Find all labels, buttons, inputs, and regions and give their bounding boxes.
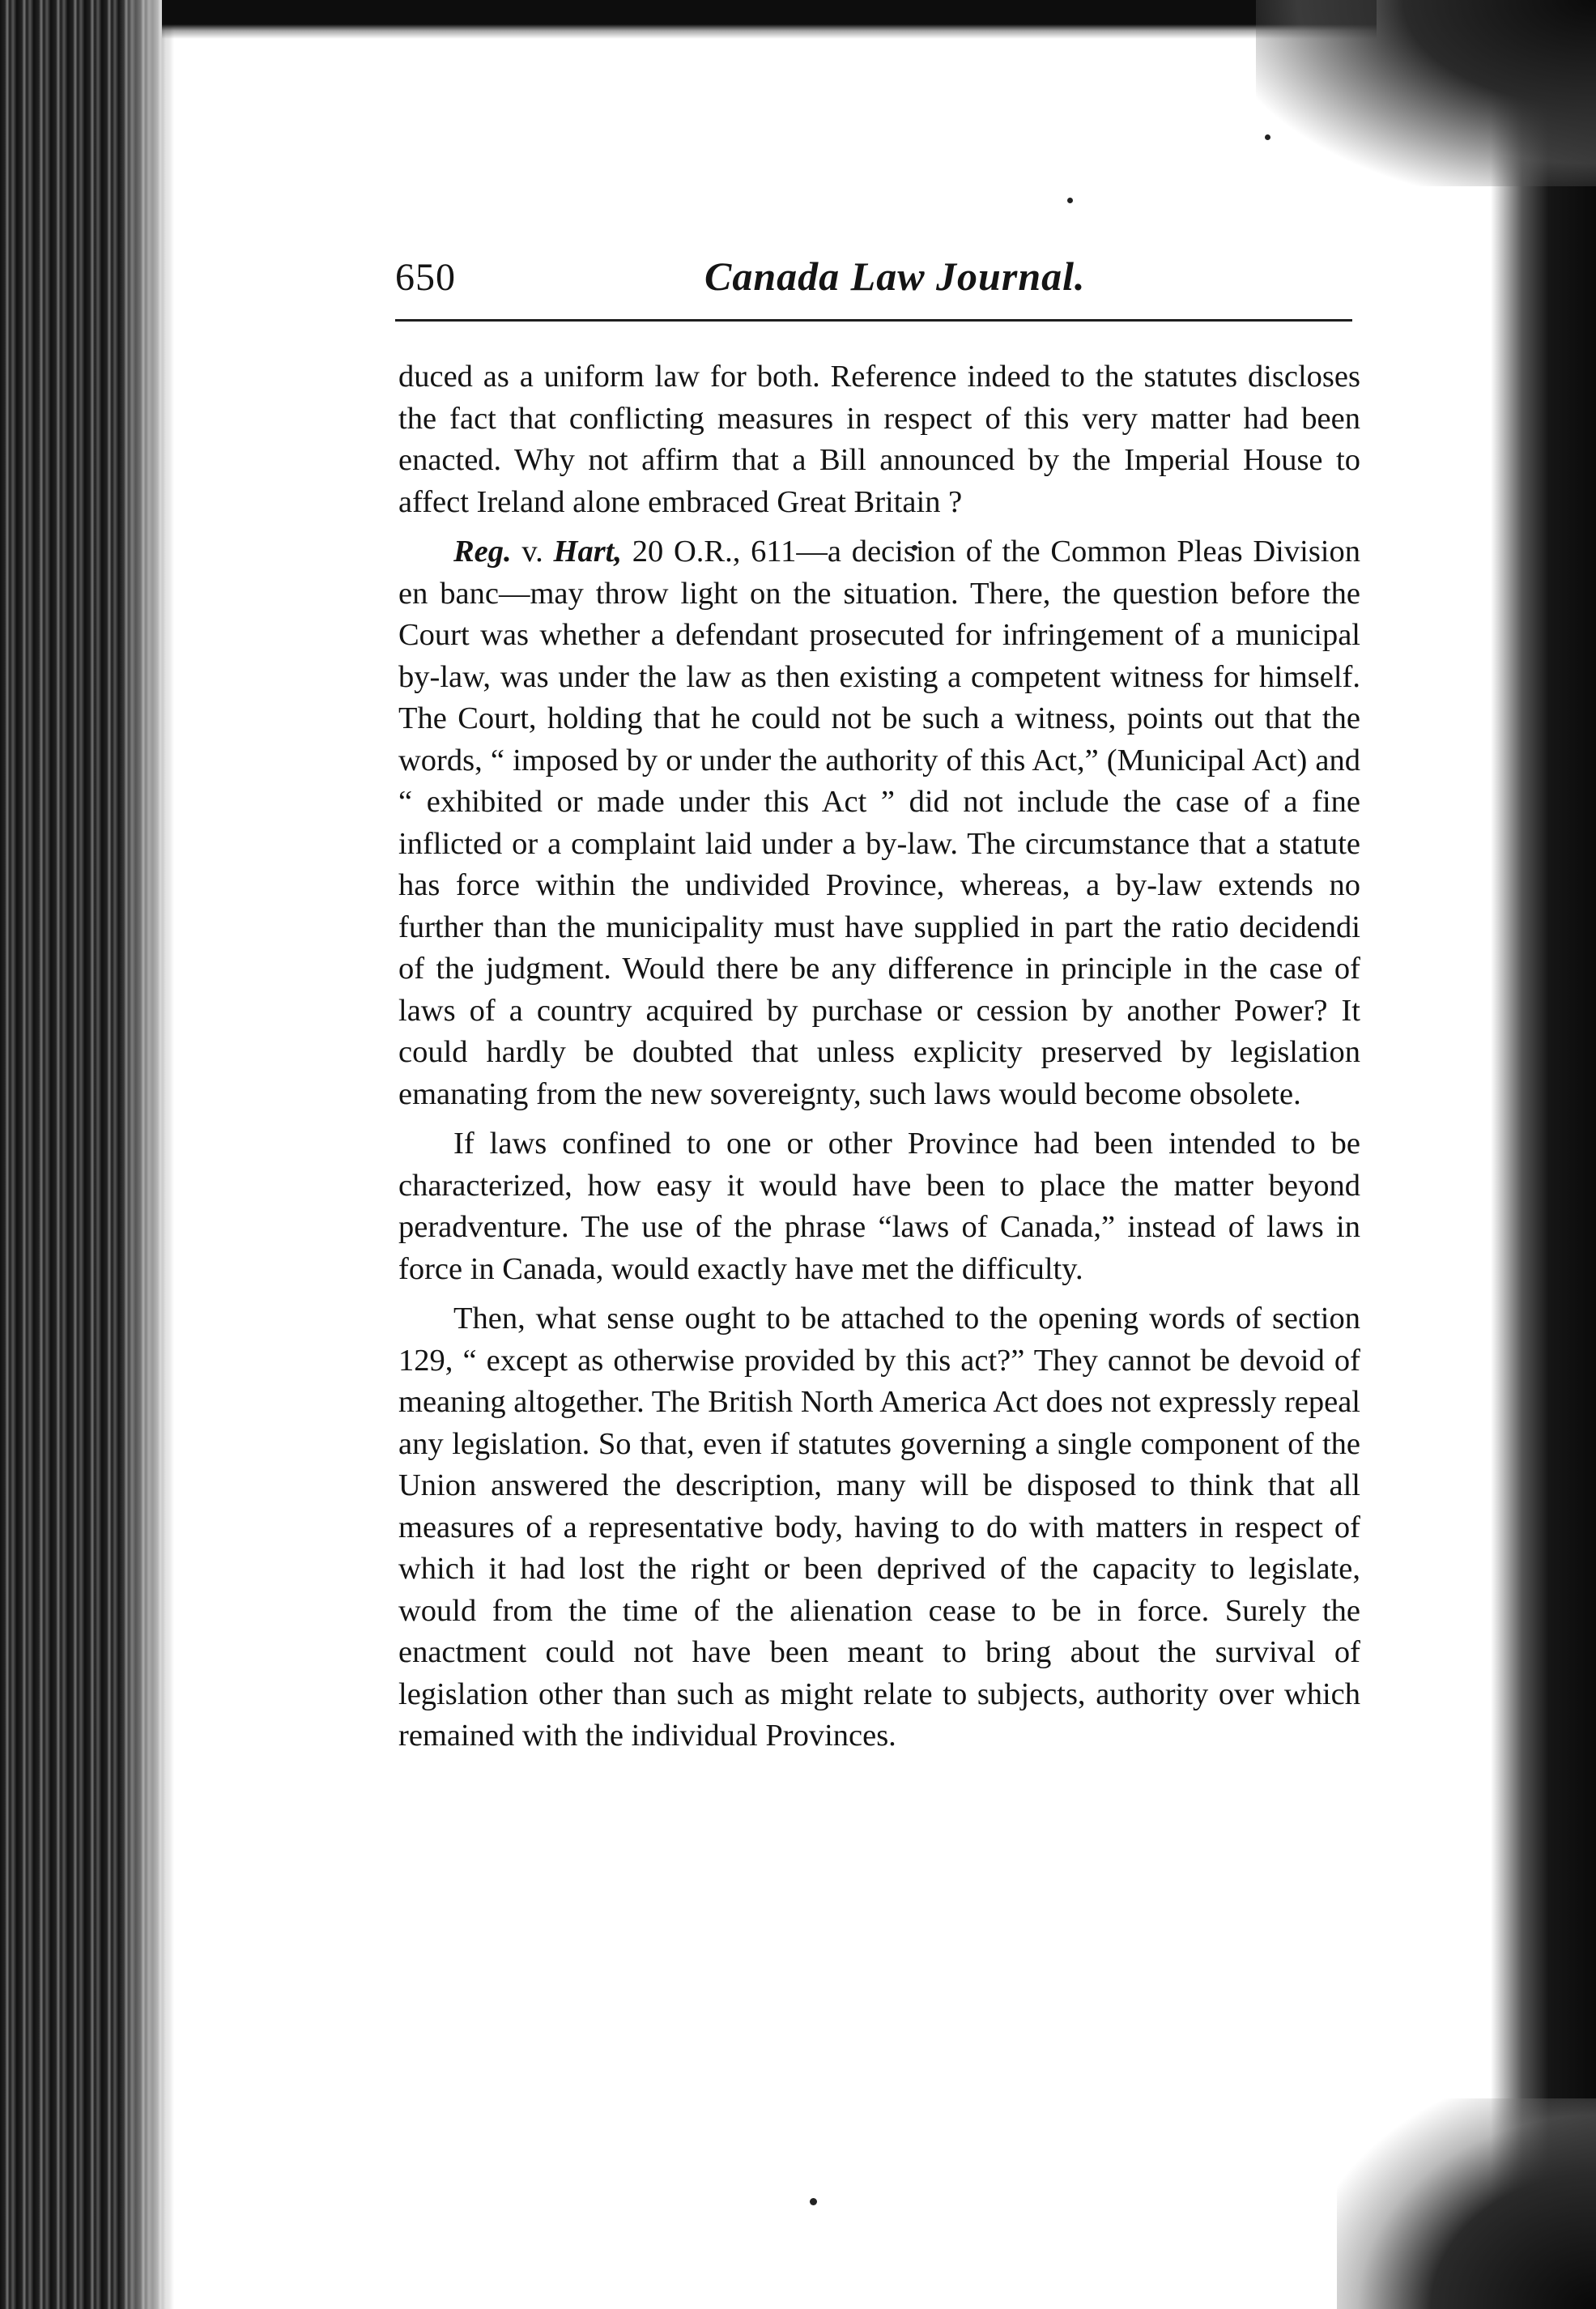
running-title: Canada Law Journal. <box>704 253 1086 299</box>
case-citation-party: Hart, <box>553 535 623 569</box>
page-number: 650 <box>395 256 456 299</box>
scan-edge-right <box>1491 0 1596 2309</box>
article-body <box>398 356 1360 1766</box>
scan-speck <box>1265 134 1270 140</box>
scan-speck <box>810 2198 817 2205</box>
paragraph-text: If laws confined to one or other Province had been intended to be characterized, how easy it would have been to place the matter beyond peradventure. The use of the phrase “laws of Canada,” instead of laws in force in Canada, would exactly have met the difficulty. <box>398 1127 1360 1286</box>
paragraph-text: duced as a uniform law for both. Reference indeed to the statutes discloses the fact that conflicting measures in respect of this very matter had been enacted. Why not affirm that a Bill announced by the Imperial House to affect Ireland alone embraced Great Britain ? <box>398 360 1360 519</box>
scan-edge-top <box>162 0 1377 39</box>
scan-edge-left <box>0 0 174 2309</box>
paragraph-text: Then, what sense ought to be attached to the opening words of section 129, “ except as otherwise provided by this act?” They cannot be devoid of meaning altogether. The British North America Act does not expressly repeal any legislation. So that, even if statutes governing a single component of the Union answered the description, many will be disposed to think that all measures of a representative body, having to do with matters in respect of which it had lost the right or been deprived of the capacity to legislate, would from the time of the alienation cease to be in force. Surely the enactment could not have been meant to bring about the survival of legislation other than such as might relate to subjects, authority over which remained with the individual Provinces. <box>398 1301 1360 1753</box>
paragraph <box>398 1298 1360 1757</box>
scan-corner-bottom-right <box>1337 2098 1596 2309</box>
paragraph-text: 20 O.R., 611—a decision of the Common Pleas Division en banc—may throw light on the situation. There, the question before the Court was whether a defendant prosecuted for infringement of a municipal by-law, was under the law as then existing a competent witness for himself. The Court, holding that he could not be such a witness, points out that the words, “ imposed by or under the authority of this Act,” (Municipal Act) and “ exhibited or made under this Act ” did not include the case of a fine inflicted or a complaint laid under a by-law. The circumstance that a statute has force within the undivided Province, whereas, a by-law extends no further than the municipality must have supplied in part the ratio decidendi of the judgment. Would there be any difference in principle in the case of laws of a country acquired by purchase or cession by another Power? It could hardly be doubted that unless explicity preserved by legislation emanating from the new sovereignty, such laws would become obsolete. <box>398 535 1361 1111</box>
scan-corner-top-right <box>1256 0 1596 186</box>
paragraph <box>398 1123 1360 1290</box>
case-citation-versus: v. <box>511 535 554 569</box>
paragraph <box>398 356 1360 523</box>
header-rule <box>395 319 1352 322</box>
paragraph <box>398 531 1360 1115</box>
scan-speck <box>1067 198 1073 203</box>
case-citation-party: Reg. <box>453 535 512 569</box>
